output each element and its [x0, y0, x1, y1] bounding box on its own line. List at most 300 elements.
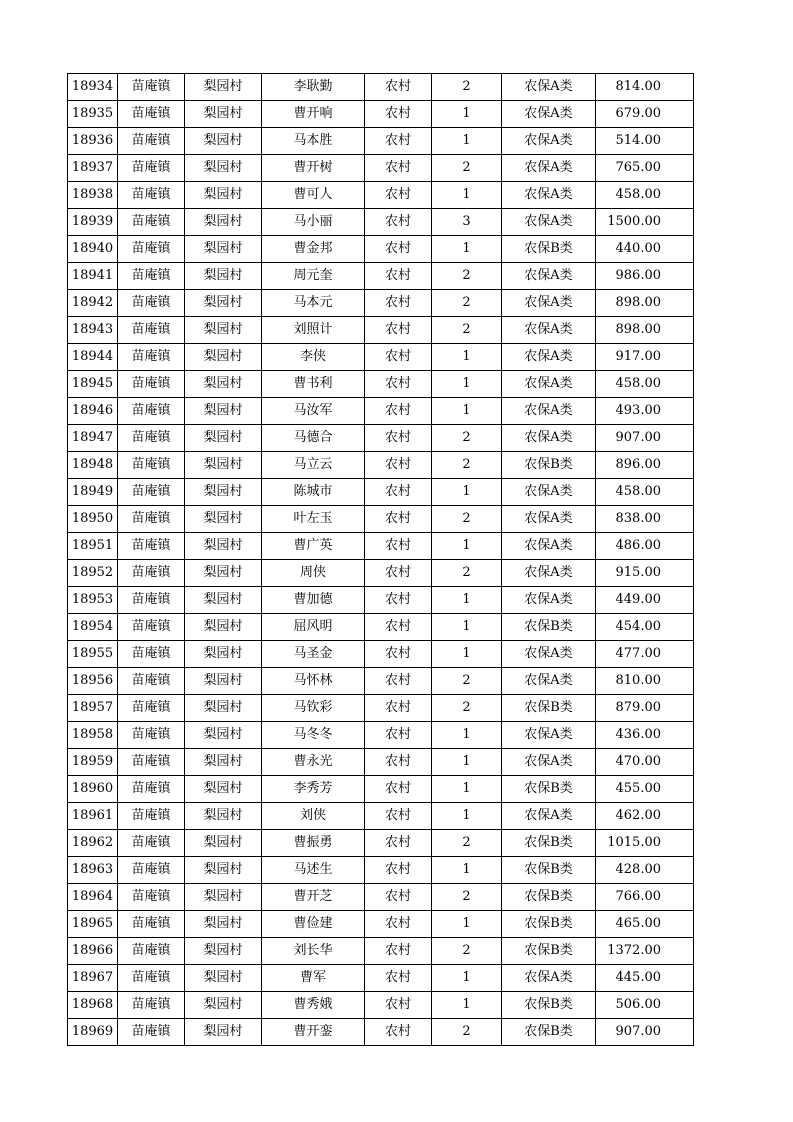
cell-township: 苗庵镇: [118, 641, 185, 668]
cell-township: 苗庵镇: [118, 749, 185, 776]
cell-serial-number: 18967: [68, 965, 118, 992]
table-row: [68, 911, 694, 938]
cell-insurance-category: 农保A类: [502, 263, 596, 290]
cell-village: 梨园村: [185, 425, 262, 452]
cell-amount: 1500.00: [596, 209, 694, 236]
cell-area-type: 农村: [365, 344, 432, 371]
table-row: [68, 155, 694, 182]
cell-township: 苗庵镇: [118, 344, 185, 371]
cell-village: 梨园村: [185, 155, 262, 182]
table-row: [68, 884, 694, 911]
cell-insurance-category: 农保A类: [502, 344, 596, 371]
cell-area-type: 农村: [365, 668, 432, 695]
cell-village: 梨园村: [185, 533, 262, 560]
cell-insurance-category: 农保A类: [502, 128, 596, 155]
cell-township: 苗庵镇: [118, 884, 185, 911]
cell-household-size: 1: [432, 992, 502, 1019]
cell-insurance-category: 农保A类: [502, 506, 596, 533]
cell-area-type: 农村: [365, 533, 432, 560]
cell-amount: 445.00: [596, 965, 694, 992]
cell-village: 梨园村: [185, 182, 262, 209]
cell-township: 苗庵镇: [118, 1019, 185, 1046]
cell-name: 曹书利: [262, 371, 365, 398]
cell-village: 梨园村: [185, 830, 262, 857]
cell-village: 梨园村: [185, 74, 262, 101]
cell-area-type: 农村: [365, 587, 432, 614]
cell-name: 李侠: [262, 344, 365, 371]
cell-insurance-category: 农保A类: [502, 722, 596, 749]
cell-name: 马小丽: [262, 209, 365, 236]
cell-amount: 896.00: [596, 452, 694, 479]
cell-serial-number: 18968: [68, 992, 118, 1019]
cell-serial-number: 18963: [68, 857, 118, 884]
cell-amount: 458.00: [596, 371, 694, 398]
table-row: [68, 641, 694, 668]
cell-name: 刘长华: [262, 938, 365, 965]
cell-amount: 462.00: [596, 803, 694, 830]
cell-amount: 917.00: [596, 344, 694, 371]
cell-name: 曹开树: [262, 155, 365, 182]
cell-household-size: 1: [432, 911, 502, 938]
cell-village: 梨园村: [185, 128, 262, 155]
cell-name: 陈城市: [262, 479, 365, 506]
cell-township: 苗庵镇: [118, 938, 185, 965]
cell-insurance-category: 农保A类: [502, 155, 596, 182]
cell-household-size: 2: [432, 263, 502, 290]
cell-name: 刘照计: [262, 317, 365, 344]
table-row: [68, 74, 694, 101]
cell-household-size: 2: [432, 938, 502, 965]
cell-township: 苗庵镇: [118, 452, 185, 479]
cell-name: 曹加德: [262, 587, 365, 614]
cell-village: 梨园村: [185, 641, 262, 668]
cell-village: 梨园村: [185, 560, 262, 587]
table-row: [68, 992, 694, 1019]
cell-amount: 455.00: [596, 776, 694, 803]
cell-area-type: 农村: [365, 506, 432, 533]
cell-insurance-category: 农保A类: [502, 587, 596, 614]
cell-household-size: 2: [432, 884, 502, 911]
cell-amount: 986.00: [596, 263, 694, 290]
cell-area-type: 农村: [365, 425, 432, 452]
cell-household-size: 2: [432, 668, 502, 695]
cell-township: 苗庵镇: [118, 263, 185, 290]
cell-serial-number: 18934: [68, 74, 118, 101]
cell-area-type: 农村: [365, 290, 432, 317]
cell-insurance-category: 农保A类: [502, 101, 596, 128]
cell-amount: 1015.00: [596, 830, 694, 857]
cell-village: 梨园村: [185, 803, 262, 830]
table-row: [68, 452, 694, 479]
cell-township: 苗庵镇: [118, 857, 185, 884]
cell-area-type: 农村: [365, 263, 432, 290]
cell-insurance-category: 农保B类: [502, 695, 596, 722]
cell-household-size: 2: [432, 290, 502, 317]
cell-name: 李秀芳: [262, 776, 365, 803]
cell-serial-number: 18949: [68, 479, 118, 506]
cell-serial-number: 18950: [68, 506, 118, 533]
cell-amount: 879.00: [596, 695, 694, 722]
cell-serial-number: 18959: [68, 749, 118, 776]
cell-amount: 898.00: [596, 317, 694, 344]
cell-insurance-category: 农保A类: [502, 290, 596, 317]
table-row: [68, 506, 694, 533]
cell-area-type: 农村: [365, 722, 432, 749]
cell-serial-number: 18948: [68, 452, 118, 479]
cell-name: 曹可人: [262, 182, 365, 209]
cell-name: 叶左玉: [262, 506, 365, 533]
table-row: [68, 398, 694, 425]
cell-household-size: 1: [432, 587, 502, 614]
cell-serial-number: 18962: [68, 830, 118, 857]
table-row: [68, 209, 694, 236]
table-row: [68, 587, 694, 614]
cell-serial-number: 18952: [68, 560, 118, 587]
cell-amount: 915.00: [596, 560, 694, 587]
cell-name: 周元奎: [262, 263, 365, 290]
cell-serial-number: 18946: [68, 398, 118, 425]
cell-insurance-category: 农保B类: [502, 452, 596, 479]
cell-insurance-category: 农保B类: [502, 830, 596, 857]
cell-household-size: 1: [432, 857, 502, 884]
cell-township: 苗庵镇: [118, 506, 185, 533]
cell-township: 苗庵镇: [118, 425, 185, 452]
cell-village: 梨园村: [185, 749, 262, 776]
cell-village: 梨园村: [185, 722, 262, 749]
cell-amount: 506.00: [596, 992, 694, 1019]
cell-area-type: 农村: [365, 128, 432, 155]
table-row: [68, 938, 694, 965]
cell-area-type: 农村: [365, 938, 432, 965]
cell-township: 苗庵镇: [118, 695, 185, 722]
cell-name: 曹俭建: [262, 911, 365, 938]
table-row: [68, 182, 694, 209]
cell-amount: 449.00: [596, 587, 694, 614]
cell-serial-number: 18955: [68, 641, 118, 668]
cell-insurance-category: 农保B类: [502, 776, 596, 803]
cell-insurance-category: 农保A类: [502, 425, 596, 452]
table-row: [68, 479, 694, 506]
cell-area-type: 农村: [365, 803, 432, 830]
cell-township: 苗庵镇: [118, 722, 185, 749]
cell-area-type: 农村: [365, 911, 432, 938]
cell-household-size: 2: [432, 317, 502, 344]
cell-name: 曹永光: [262, 749, 365, 776]
cell-amount: 465.00: [596, 911, 694, 938]
cell-serial-number: 18936: [68, 128, 118, 155]
cell-township: 苗庵镇: [118, 290, 185, 317]
cell-household-size: 2: [432, 695, 502, 722]
table-row: [68, 236, 694, 263]
cell-township: 苗庵镇: [118, 74, 185, 101]
cell-village: 梨园村: [185, 587, 262, 614]
roster-table: [67, 73, 694, 1046]
cell-area-type: 农村: [365, 1019, 432, 1046]
cell-area-type: 农村: [365, 749, 432, 776]
cell-township: 苗庵镇: [118, 236, 185, 263]
cell-household-size: 1: [432, 749, 502, 776]
cell-name: 马圣金: [262, 641, 365, 668]
cell-household-size: 1: [432, 128, 502, 155]
cell-insurance-category: 农保B类: [502, 992, 596, 1019]
cell-village: 梨园村: [185, 209, 262, 236]
cell-name: 曹广英: [262, 533, 365, 560]
cell-household-size: 1: [432, 101, 502, 128]
cell-amount: 838.00: [596, 506, 694, 533]
cell-serial-number: 18944: [68, 344, 118, 371]
cell-household-size: 2: [432, 74, 502, 101]
cell-insurance-category: 农保B类: [502, 857, 596, 884]
cell-village: 梨园村: [185, 992, 262, 1019]
cell-name: 马钦彩: [262, 695, 365, 722]
cell-name: 马德合: [262, 425, 365, 452]
cell-township: 苗庵镇: [118, 614, 185, 641]
cell-township: 苗庵镇: [118, 101, 185, 128]
cell-area-type: 农村: [365, 479, 432, 506]
cell-household-size: 1: [432, 371, 502, 398]
cell-amount: 810.00: [596, 668, 694, 695]
cell-township: 苗庵镇: [118, 479, 185, 506]
cell-amount: 436.00: [596, 722, 694, 749]
cell-name: 刘侠: [262, 803, 365, 830]
cell-name: 马冬冬: [262, 722, 365, 749]
cell-name: 曹开响: [262, 101, 365, 128]
cell-serial-number: 18958: [68, 722, 118, 749]
cell-household-size: 1: [432, 965, 502, 992]
cell-insurance-category: 农保A类: [502, 668, 596, 695]
cell-village: 梨园村: [185, 695, 262, 722]
cell-serial-number: 18951: [68, 533, 118, 560]
roster-table-body: [68, 74, 694, 1046]
cell-serial-number: 18942: [68, 290, 118, 317]
cell-serial-number: 18945: [68, 371, 118, 398]
cell-serial-number: 18943: [68, 317, 118, 344]
cell-insurance-category: 农保A类: [502, 479, 596, 506]
cell-serial-number: 18940: [68, 236, 118, 263]
cell-serial-number: 18960: [68, 776, 118, 803]
cell-township: 苗庵镇: [118, 803, 185, 830]
table-row: [68, 371, 694, 398]
cell-township: 苗庵镇: [118, 830, 185, 857]
cell-insurance-category: 农保A类: [502, 560, 596, 587]
cell-village: 梨园村: [185, 263, 262, 290]
table-row: [68, 425, 694, 452]
cell-amount: 679.00: [596, 101, 694, 128]
cell-village: 梨园村: [185, 101, 262, 128]
table-row: [68, 533, 694, 560]
table-row: [68, 101, 694, 128]
cell-insurance-category: 农保A类: [502, 803, 596, 830]
cell-area-type: 农村: [365, 155, 432, 182]
cell-insurance-category: 农保B类: [502, 614, 596, 641]
cell-insurance-category: 农保A类: [502, 965, 596, 992]
cell-name: 马本元: [262, 290, 365, 317]
cell-insurance-category: 农保A类: [502, 533, 596, 560]
cell-village: 梨园村: [185, 371, 262, 398]
cell-township: 苗庵镇: [118, 371, 185, 398]
cell-household-size: 2: [432, 155, 502, 182]
cell-household-size: 2: [432, 425, 502, 452]
cell-amount: 470.00: [596, 749, 694, 776]
cell-name: 马立云: [262, 452, 365, 479]
cell-household-size: 1: [432, 776, 502, 803]
cell-area-type: 农村: [365, 209, 432, 236]
cell-area-type: 农村: [365, 452, 432, 479]
cell-area-type: 农村: [365, 641, 432, 668]
cell-name: 曹军: [262, 965, 365, 992]
cell-amount: 814.00: [596, 74, 694, 101]
table-row: [68, 803, 694, 830]
table-row: [68, 263, 694, 290]
table-row: [68, 857, 694, 884]
cell-township: 苗庵镇: [118, 911, 185, 938]
cell-amount: 898.00: [596, 290, 694, 317]
cell-serial-number: 18939: [68, 209, 118, 236]
cell-name: 曹振勇: [262, 830, 365, 857]
cell-village: 梨园村: [185, 236, 262, 263]
table-row: [68, 695, 694, 722]
cell-household-size: 1: [432, 614, 502, 641]
cell-village: 梨园村: [185, 965, 262, 992]
cell-insurance-category: 农保A类: [502, 749, 596, 776]
cell-insurance-category: 农保B类: [502, 911, 596, 938]
cell-name: 马本胜: [262, 128, 365, 155]
cell-serial-number: 18956: [68, 668, 118, 695]
cell-village: 梨园村: [185, 884, 262, 911]
table-row: [68, 722, 694, 749]
cell-area-type: 农村: [365, 965, 432, 992]
cell-insurance-category: 农保A类: [502, 371, 596, 398]
cell-insurance-category: 农保A类: [502, 317, 596, 344]
cell-household-size: 2: [432, 1019, 502, 1046]
cell-township: 苗庵镇: [118, 155, 185, 182]
cell-serial-number: 18969: [68, 1019, 118, 1046]
cell-township: 苗庵镇: [118, 533, 185, 560]
cell-name: 曹开銮: [262, 1019, 365, 1046]
cell-household-size: 1: [432, 398, 502, 425]
cell-household-size: 1: [432, 722, 502, 749]
cell-insurance-category: 农保A类: [502, 641, 596, 668]
cell-serial-number: 18941: [68, 263, 118, 290]
cell-amount: 477.00: [596, 641, 694, 668]
cell-serial-number: 18964: [68, 884, 118, 911]
cell-area-type: 农村: [365, 884, 432, 911]
cell-amount: 907.00: [596, 1019, 694, 1046]
cell-township: 苗庵镇: [118, 668, 185, 695]
table-row: [68, 614, 694, 641]
cell-village: 梨园村: [185, 452, 262, 479]
cell-village: 梨园村: [185, 344, 262, 371]
cell-village: 梨园村: [185, 290, 262, 317]
cell-village: 梨园村: [185, 506, 262, 533]
table-row: [68, 290, 694, 317]
cell-area-type: 农村: [365, 560, 432, 587]
cell-village: 梨园村: [185, 938, 262, 965]
cell-amount: 493.00: [596, 398, 694, 425]
table-row: [68, 965, 694, 992]
cell-village: 梨园村: [185, 398, 262, 425]
cell-serial-number: 18957: [68, 695, 118, 722]
cell-area-type: 农村: [365, 371, 432, 398]
cell-household-size: 2: [432, 452, 502, 479]
cell-area-type: 农村: [365, 317, 432, 344]
cell-village: 梨园村: [185, 668, 262, 695]
cell-insurance-category: 农保A类: [502, 398, 596, 425]
cell-amount: 428.00: [596, 857, 694, 884]
cell-name: 周侠: [262, 560, 365, 587]
cell-township: 苗庵镇: [118, 587, 185, 614]
cell-household-size: 1: [432, 344, 502, 371]
cell-insurance-category: 农保A类: [502, 74, 596, 101]
cell-serial-number: 18947: [68, 425, 118, 452]
cell-amount: 907.00: [596, 425, 694, 452]
cell-township: 苗庵镇: [118, 209, 185, 236]
cell-insurance-category: 农保B类: [502, 236, 596, 263]
cell-insurance-category: 农保B类: [502, 884, 596, 911]
cell-household-size: 2: [432, 830, 502, 857]
table-row: [68, 830, 694, 857]
cell-serial-number: 18965: [68, 911, 118, 938]
cell-name: 马述生: [262, 857, 365, 884]
cell-amount: 765.00: [596, 155, 694, 182]
table-row: [68, 317, 694, 344]
cell-amount: 486.00: [596, 533, 694, 560]
cell-village: 梨园村: [185, 317, 262, 344]
cell-household-size: 1: [432, 182, 502, 209]
cell-household-size: 2: [432, 560, 502, 587]
cell-name: 曹秀娥: [262, 992, 365, 1019]
cell-serial-number: 18961: [68, 803, 118, 830]
cell-name: 马汝军: [262, 398, 365, 425]
cell-area-type: 农村: [365, 74, 432, 101]
cell-serial-number: 18935: [68, 101, 118, 128]
cell-name: 李耿勤: [262, 74, 365, 101]
cell-area-type: 农村: [365, 101, 432, 128]
cell-insurance-category: 农保B类: [502, 938, 596, 965]
cell-serial-number: 18953: [68, 587, 118, 614]
cell-household-size: 1: [432, 479, 502, 506]
cell-serial-number: 18966: [68, 938, 118, 965]
table-row: [68, 668, 694, 695]
cell-area-type: 农村: [365, 236, 432, 263]
cell-household-size: 1: [432, 533, 502, 560]
table-row: [68, 1019, 694, 1046]
cell-township: 苗庵镇: [118, 992, 185, 1019]
cell-township: 苗庵镇: [118, 398, 185, 425]
cell-area-type: 农村: [365, 695, 432, 722]
cell-insurance-category: 农保A类: [502, 182, 596, 209]
cell-area-type: 农村: [365, 398, 432, 425]
cell-amount: 454.00: [596, 614, 694, 641]
table-row: [68, 560, 694, 587]
table-row: [68, 749, 694, 776]
cell-village: 梨园村: [185, 1019, 262, 1046]
cell-insurance-category: 农保B类: [502, 1019, 596, 1046]
cell-name: 曹金邦: [262, 236, 365, 263]
table-row: [68, 776, 694, 803]
cell-area-type: 农村: [365, 992, 432, 1019]
cell-township: 苗庵镇: [118, 776, 185, 803]
cell-village: 梨园村: [185, 614, 262, 641]
cell-name: 马怀林: [262, 668, 365, 695]
cell-serial-number: 18954: [68, 614, 118, 641]
cell-area-type: 农村: [365, 182, 432, 209]
cell-amount: 440.00: [596, 236, 694, 263]
cell-village: 梨园村: [185, 911, 262, 938]
table-row: [68, 344, 694, 371]
cell-household-size: 3: [432, 209, 502, 236]
cell-township: 苗庵镇: [118, 128, 185, 155]
